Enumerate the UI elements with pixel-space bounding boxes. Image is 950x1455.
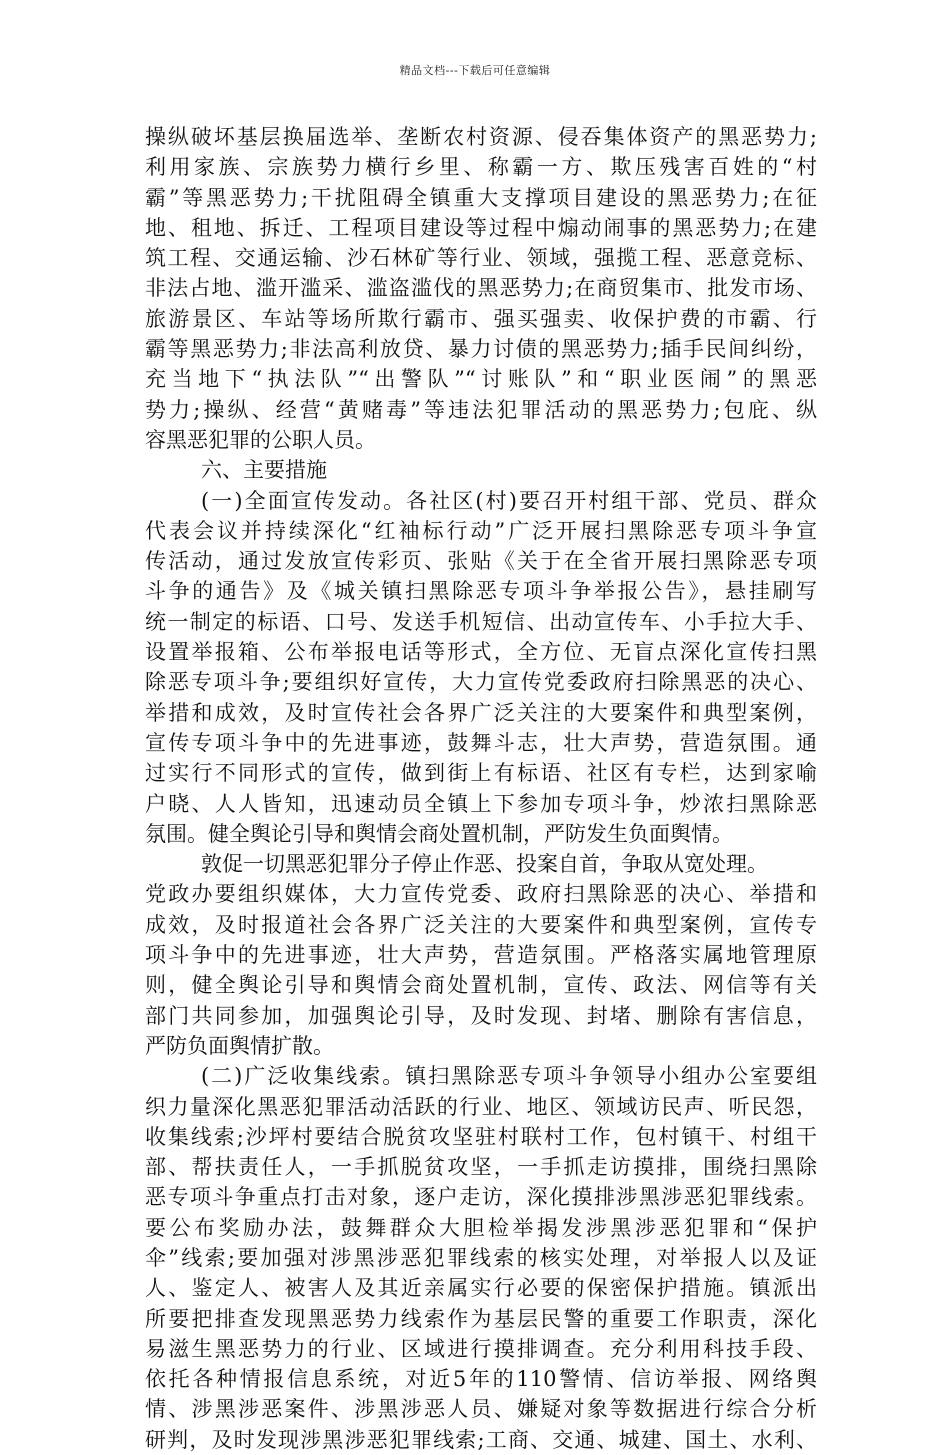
text-line: (二)广泛收集线索。镇扫黑除恶专项斗争领导小组办公室要组	[201, 1064, 817, 1089]
text-line: 筑工程、交通运输、沙石林矿等行业、领域，强揽工程、恶意竞标、	[145, 246, 817, 271]
text-line: 六、主要措施	[201, 458, 327, 483]
text-line: 举措和成效，及时宣传社会各界广泛关注的大要案件和典型案例，	[145, 700, 817, 725]
text-line: 地、租地、拆迁、工程项目建设等过程中煽动闹事的黑恶势力;在建	[145, 215, 817, 240]
text-line: 人、鉴定人、被害人及其近亲属实行必要的保密保护措施。镇派出	[145, 1276, 817, 1301]
text-line: 成效，及时报道社会各界广泛关注的大要案件和典型案例，宣传专	[145, 912, 817, 937]
text-line: 易滋生黑恶势力的行业、区域进行摸排调查。充分利用科技手段、	[145, 1336, 817, 1361]
text-line: 操纵破坏基层换届选举、垄断农村资源、侵吞集体资产的黑恶势力;	[145, 125, 817, 149]
text-line: 所要把排查发现黑恶势力线索作为基层民警的重要工作职责，深化	[145, 1306, 817, 1331]
text-line: 容黑恶犯罪的公职人员。	[145, 427, 376, 452]
text-line: 斗争的通告》及《城关镇扫黑除恶专项斗争举报公告》，悬挂刷写	[145, 579, 817, 604]
text-line: 严防负面舆情扩散。	[145, 1033, 334, 1058]
text-line: (一)全面宣传发动。各社区(村)要召开村组干部、党员、群众	[201, 488, 817, 513]
text-line: 过实行不同形式的宣传，做到街上有标语、社区有专栏，达到家喻	[145, 761, 817, 786]
text-line: 伞”线索;要加强对涉黑涉恶犯罪线索的核实处理，对举报人以及证	[145, 1245, 817, 1270]
page-header: 精品文档---下载后可任意编辑	[399, 64, 551, 77]
text-line: 恶专项斗争重点打击对象，逐户走访，深化摸排涉黑涉恶犯罪线索。	[145, 1185, 817, 1210]
text-line: 代表会议并持续深化“红袖标行动”广泛开展扫黑除恶专项斗争宣	[145, 518, 817, 543]
text-line: 党政办要组织媒体，大力宣传党委、政府扫黑除恶的决心、举措和	[145, 882, 817, 907]
text-line: 霸等黑恶势力;非法高利放贷、暴力讨债的黑恶势力;插手民间纠纷，	[145, 337, 817, 362]
text-line: 宣传专项斗争中的先进事迹，鼓舞斗志，壮大声势，营造氛围。通	[145, 730, 817, 755]
text-line: 项斗争中的先进事迹，壮大声势，营造氛围。严格落实属地管理原	[145, 943, 817, 968]
text-line: 设置举报箱、公布举报电话等形式，全方位、无盲点深化宣传扫黑	[145, 640, 817, 665]
text-line: 除恶专项斗争;要组织好宣传，大力宣传党委政府扫除黑恶的决心、	[145, 670, 817, 695]
text-line: 霸”等黑恶势力;干扰阻碍全镇重大支撑项目建设的黑恶势力;在征	[145, 185, 817, 210]
text-line: 依托各种情报信息系统，对近5年的110警情、信访举报、网络舆	[145, 1367, 817, 1392]
document-body	[145, 122, 817, 1455]
text-line: 统一制定的标语、口号、发送手机短信、出动宣传车、小手拉大手、	[145, 609, 817, 634]
text-line: 情、涉黑涉恶案件、涉黑涉恶人员、嫌疑对象等数据进行综合分析	[145, 1397, 817, 1422]
text-line: 势力;操纵、经营“黄赌毒”等违法犯罪活动的黑恶势力;包庇、纵	[145, 397, 817, 422]
text-line: 利用家族、宗族势力横行乡里、称霸一方、欺压残害百姓的“村	[145, 155, 817, 180]
text-line: 氛围。健全舆论引导和舆情会商处置机制，严防发生负面舆情。	[145, 821, 733, 846]
text-line: 要公布奖励办法，鼓舞群众大胆检举揭发涉黑涉恶犯罪和“保护	[145, 1215, 817, 1240]
text-line: 收集线索;沙坪村要结合脱贫攻坚驻村联村工作，包村镇干、村组干	[145, 1124, 817, 1149]
text-line: 织力量深化黑恶犯罪活动活跃的行业、地区、领域访民声、听民怨，	[145, 1094, 817, 1119]
text-line: 部门共同参加，加强舆论引导，及时发现、封堵、删除有害信息，	[145, 1003, 817, 1028]
text-line: 旅游景区、车站等场所欺行霸市、强买强卖、收保护费的市霸、行	[145, 306, 817, 331]
text-line: 户晓、人人皆知，迅速动员全镇上下参加专项斗争，炒浓扫黑除恶	[145, 791, 817, 816]
text-line: 部、帮扶责任人，一手抓脱贫攻坚，一手抓走访摸排，围绕扫黑除	[145, 1155, 817, 1180]
text-line: 研判，及时发现涉黑涉恶犯罪线索;工商、交通、城建、国土、水利、	[145, 1427, 817, 1452]
text-line: 非法占地、滥开滥采、滥盗滥伐的黑恶势力;在商贸集市、批发市场、	[145, 276, 817, 301]
text-line: 充当地下“执法队”“出警队”“讨账队”和“职业医闹”的黑恶	[145, 367, 817, 392]
text-line: 敦促一切黑恶犯罪分子停止作恶、投案自首，争取从宽处理。	[201, 852, 768, 877]
text-line: 传活动，通过发放宣传彩页、张贴《关于在全省开展扫黑除恶专项	[145, 549, 817, 574]
text-line: 则，健全舆论引导和舆情会商处置机制，宣传、政法、网信等有关	[145, 973, 817, 998]
